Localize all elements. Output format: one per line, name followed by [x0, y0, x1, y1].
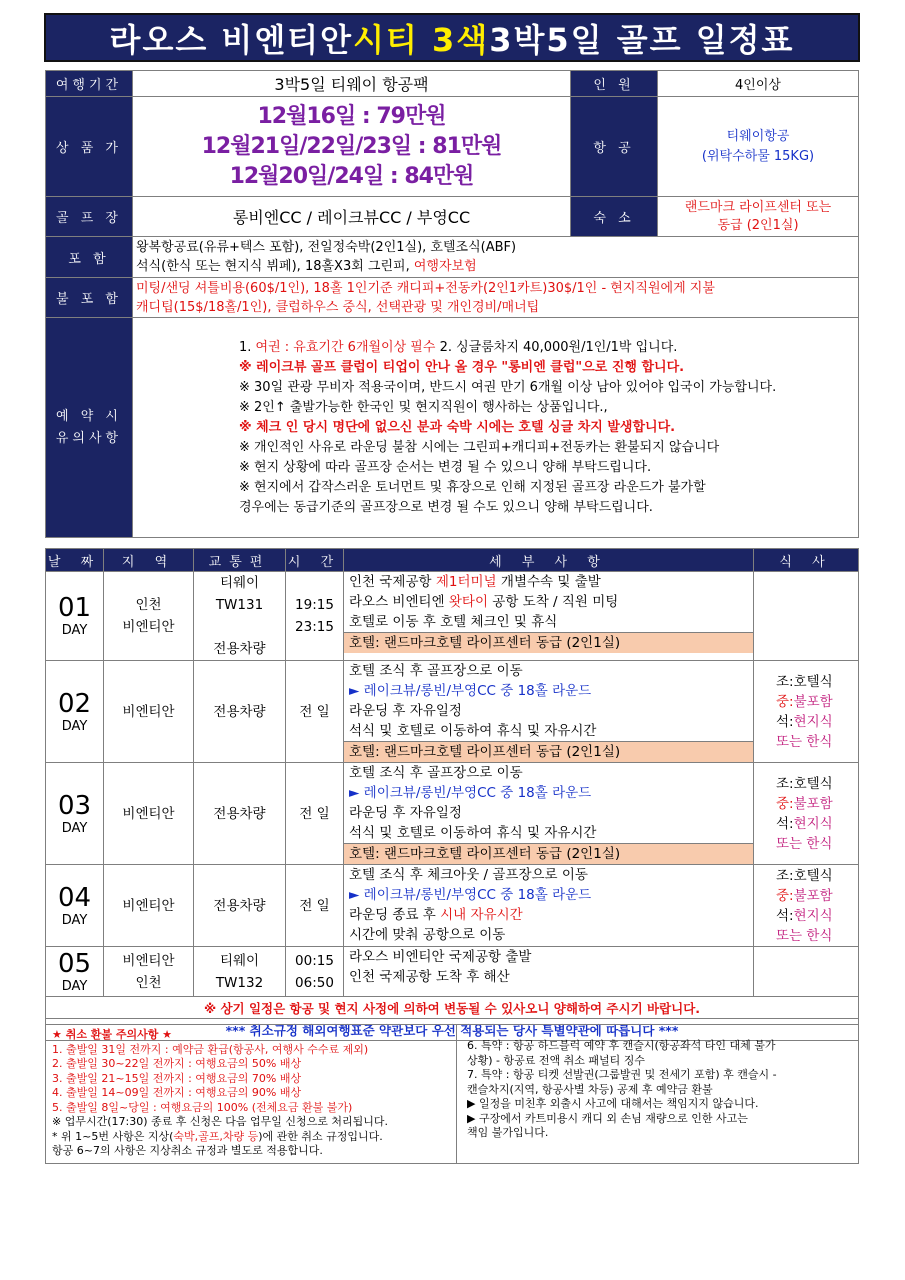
- title-prefix: 라오스 비엔티안: [109, 20, 354, 59]
- detail-line: [344, 701, 753, 721]
- schedule-header-cell: 지 역: [104, 549, 194, 572]
- day-number: 05: [57, 948, 92, 979]
- text-segment: 라오스 비엔티안 국제공항 출발: [349, 949, 532, 965]
- included-text: 석식(한식 또는 현지식 뷔페), 18홀X3회 그린피,: [136, 259, 414, 274]
- cancel-rule: [52, 1101, 456, 1116]
- insurance-text: 여행자보험: [413, 259, 477, 274]
- text-segment: 또는 한식: [776, 733, 833, 750]
- detail-line: [344, 803, 753, 823]
- transport-text: 티웨이: [219, 952, 260, 969]
- schedule-day-row: [46, 572, 859, 661]
- text-segment: ※ 2인↑ 출발가능한 한국인 및 현지직원이 행사하는 상품입니다.,: [239, 399, 608, 415]
- text-segment: * 위 1~5번 사항은 지상(: [52, 1129, 174, 1143]
- cancel-rule: [52, 1144, 456, 1159]
- text-segment: 조:호텔식: [776, 867, 833, 884]
- text-segment: 조:호텔식: [776, 775, 833, 792]
- notice-item: [239, 378, 858, 398]
- text-segment: ► 레이크뷰/롱빈/부영CC 중 18홀 라운드: [349, 887, 592, 903]
- transport-cell: [194, 661, 286, 763]
- excluded-cell: [133, 278, 859, 318]
- transport-text: [194, 616, 285, 638]
- time-text: 23:15: [295, 619, 334, 635]
- text-segment: 호텔 조식 후 골프장으로 이동: [349, 663, 523, 679]
- cancel-rule: [52, 1130, 456, 1145]
- schedule-day-row: [46, 865, 859, 947]
- special-terms-line: [467, 1126, 858, 1141]
- text-segment: ▶ 일정을 미친후 외출시 사고에 대해서는 책임지지 않습니다.: [467, 1097, 759, 1110]
- transport-text: TW132: [215, 974, 264, 991]
- text-segment: ※ 현지 상황에 따라 골프장 순서는 변경 될 수 있으니 양해 부탁드립니다.: [239, 459, 652, 475]
- region-cell: [104, 661, 194, 763]
- schedule-day-row: [46, 661, 859, 763]
- price-cell: [133, 97, 571, 197]
- special-terms-line: [467, 1097, 858, 1112]
- cancel-rule: [52, 1028, 456, 1043]
- special-terms-line: [467, 1068, 858, 1083]
- meal-line: [776, 906, 858, 926]
- transport-text: 전용차량: [213, 641, 266, 657]
- day-number: 04: [57, 882, 92, 913]
- region-text: 비엔티안: [122, 805, 175, 822]
- text-segment: 2. 출발일 30~22일 전까지 : 여행요금의 50% 배상: [52, 1057, 302, 1070]
- text-segment: 캔슬차지(지역, 항공사별 차등) 공제 후 예약금 환불: [467, 1082, 713, 1096]
- notice-item: [239, 438, 858, 458]
- cancel-right: [457, 1025, 859, 1164]
- stay-line: 동급 (2인1실): [717, 217, 799, 233]
- detail-line: [344, 865, 753, 885]
- text-segment: 숙박,골프,차량 등: [173, 1129, 259, 1143]
- schedule-header-cell: 시 간: [286, 549, 344, 572]
- region-text: 비엔티안: [122, 619, 175, 635]
- period-label: 여행기간: [46, 71, 133, 97]
- region-cell: [104, 763, 194, 865]
- meal-line: [776, 692, 858, 712]
- time-text: 06:50: [295, 974, 334, 991]
- text-segment: 또는 한식: [776, 835, 833, 852]
- text-segment: 조:호텔식: [776, 673, 833, 690]
- detail-line: [344, 572, 753, 592]
- detail-cell: [344, 947, 754, 997]
- detail-line: [344, 763, 753, 783]
- stay-cell: [658, 197, 859, 237]
- text-segment: 시간에 맞춰 공항으로 이동: [349, 927, 506, 943]
- airline-baggage: (위탁수하물 15KG): [701, 148, 815, 164]
- text-segment: 현지식: [793, 907, 833, 924]
- meal-line: [776, 774, 858, 794]
- special-terms-line: [467, 1112, 858, 1127]
- text-segment: 1. 출발일 31일 전까지 : 예약금 환급(항공사, 여행사 수수료 제외): [52, 1042, 369, 1056]
- meal-line: [776, 866, 858, 886]
- time-cell: [286, 661, 344, 763]
- airline-name: 티웨이항공: [726, 128, 790, 144]
- meal-line: [776, 886, 858, 906]
- transport-text: 전용차량: [213, 703, 266, 720]
- notice-item: [239, 458, 858, 478]
- text-segment: 책임 불가입니다.: [467, 1126, 549, 1139]
- text-segment: 5. 출발일 8일~당일 : 여행요금의 100% (전체요금 환불 불가): [52, 1100, 353, 1114]
- transport-text: 전용차량: [213, 897, 266, 914]
- region-text: 인천: [135, 597, 162, 613]
- detail-line: [344, 885, 753, 905]
- excluded-label: 불 포 함: [46, 278, 133, 318]
- day-cell: [46, 572, 104, 661]
- notice-item: [239, 338, 858, 358]
- time-text: 전 일: [299, 703, 330, 720]
- day-unit: DAY: [61, 718, 88, 734]
- text-segment: 7. 특약 : 항공 티켓 선발권(그룹발권 및 전세기 포함) 후 캔슬시 -: [467, 1068, 777, 1081]
- day-number: 03: [57, 790, 92, 821]
- cancel-rule: [52, 1072, 456, 1087]
- special-terms-line: [467, 1054, 858, 1069]
- text-segment: 불포함: [793, 693, 833, 710]
- text-segment: 개별수속 및 출발: [496, 574, 601, 590]
- notice-item: [239, 358, 858, 378]
- airline-label: 항 공: [571, 97, 658, 197]
- text-segment: 호텔 조식 후 체크아웃 / 골프장으로 이동: [349, 867, 588, 883]
- included-cell: [133, 237, 859, 278]
- detail-line: [344, 592, 753, 612]
- detail-line: [344, 721, 753, 741]
- text-segment: )에 관한 취소 규정입니다.: [258, 1129, 383, 1143]
- text-segment: 라오스 비엔티엔: [349, 594, 449, 610]
- meal-cell: [754, 947, 859, 997]
- time-cell: [286, 572, 344, 661]
- notice-item: [239, 398, 858, 418]
- detail-line: [344, 925, 753, 945]
- excluded-line: 미팅/샌딩 셔틀비용(60$/1인), 18홀 1인기준 캐디피+전동카(2인1카트)30$/1인 - 현지직원에게 지불: [136, 280, 715, 296]
- text-segment: 석:: [776, 907, 794, 924]
- text-segment: 불포함: [793, 887, 833, 904]
- text-segment: 상황) - 항공료 전액 취소 패널티 징수: [467, 1053, 646, 1067]
- schedule-header-cell: 식 사: [754, 549, 859, 572]
- transport-cell: [194, 763, 286, 865]
- transport-text: 티웨이: [219, 575, 260, 591]
- region-text: 비엔티안: [122, 703, 175, 720]
- notice-cell: [133, 318, 859, 538]
- detail-cell: [344, 763, 754, 865]
- text-segment: 호텔로 이동 후 호텔 체크인 및 휴식: [349, 614, 558, 630]
- price-line: 12월16일 : 79만원: [257, 103, 446, 129]
- transport-cell: [194, 865, 286, 947]
- text-segment: ※ 현지에서 갑작스러운 토너먼트 및 휴장으로 인해 지정된 골프장 라운드가 불가할: [239, 479, 706, 495]
- text-segment: 왓타이: [448, 594, 488, 610]
- detail-line: [344, 612, 753, 632]
- text-segment: 라운딩 종료 후: [349, 907, 441, 923]
- text-segment: 석:: [776, 713, 794, 730]
- text-segment: 현지식: [793, 713, 833, 730]
- notice-label: [46, 318, 133, 538]
- transport-text: 전용차량: [213, 805, 266, 822]
- hotel-line: 호텔: 랜드마크호텔 라이프센터 동급 (2인1실): [344, 843, 753, 864]
- notice-label-line: 유의사항: [55, 430, 123, 446]
- detail-line: [344, 681, 753, 701]
- period-value: 3박5일 티웨이 항공팩: [133, 71, 571, 97]
- time-text: 전 일: [299, 805, 330, 822]
- detail-cell: [344, 865, 754, 947]
- day-unit: DAY: [61, 978, 88, 994]
- detail-line: [344, 783, 753, 803]
- day-unit: DAY: [61, 623, 88, 638]
- cancel-policy-notice: *** 취소규정 해외여행표준 약관보다 우선 적용되는 당사 특별약관에 따릅니다 ***: [46, 1019, 859, 1041]
- hotel-line: 호텔: 랜드마크호텔 라이프센터 동급 (2인1실): [344, 632, 753, 653]
- schedule-header-row: [46, 549, 859, 572]
- price-line: 12월21일/22일/23일 : 81만원: [201, 133, 502, 159]
- day-cell: [46, 763, 104, 865]
- region-cell: [104, 947, 194, 997]
- time-text: 00:15: [295, 952, 334, 969]
- page-title: [44, 13, 860, 62]
- day-unit: DAY: [61, 820, 88, 836]
- cancel-left: [46, 1025, 457, 1164]
- stay-line: 랜드마크 라이프센터 또는: [684, 199, 832, 215]
- meal-cell: [754, 572, 859, 661]
- text-segment: 호텔 조식 후 골프장으로 이동: [349, 765, 523, 781]
- detail-line: [344, 905, 753, 925]
- meal-line: [776, 732, 858, 752]
- day-number: 02: [57, 688, 92, 719]
- meal-cell: [754, 661, 859, 763]
- cancel-rule: [52, 1115, 456, 1130]
- text-segment: ▶ 구장에서 카트미용시 캐디 외 손님 재량으로 인한 사고는: [467, 1111, 748, 1125]
- time-cell: [286, 947, 344, 997]
- people-label: 인 원: [571, 71, 658, 97]
- meal-line: [776, 672, 858, 692]
- day-cell: [46, 661, 104, 763]
- time-text: 19:15: [295, 597, 334, 613]
- text-segment: ► 레이크뷰/롱빈/부영CC 중 18홀 라운드: [349, 683, 592, 699]
- schedule-day-row: [46, 763, 859, 865]
- meal-line: [776, 712, 858, 732]
- notice-item: [239, 498, 858, 518]
- airline-cell: [658, 97, 859, 197]
- text-segment: ※ 30일 관광 무비자 적용국이며, 반드시 여권 만기 6개월 이상 남아 있어야 입국이 가능합니다.: [239, 379, 777, 395]
- detail-line: [344, 661, 753, 681]
- stay-label: 숙 소: [571, 197, 658, 237]
- day-cell: [46, 947, 104, 997]
- detail-line: [344, 947, 753, 967]
- text-segment: 1.: [239, 339, 256, 355]
- special-terms-line: [467, 1039, 858, 1054]
- info-table: [45, 70, 859, 538]
- time-text: 전 일: [299, 897, 330, 914]
- detail-cell: [344, 572, 754, 661]
- excluded-line: 캐디팁(15$/18홀/1인), 클럽하우스 중식, 선택관광 및 개인경비/매너팁: [136, 299, 540, 315]
- day-unit: DAY: [61, 912, 88, 928]
- schedule-header-cell: 세 부 사 항: [344, 549, 754, 572]
- cancel-notes-table: [45, 1024, 859, 1164]
- day-cell: [46, 865, 104, 947]
- text-segment: 또는 한식: [776, 927, 833, 944]
- text-segment: 석:: [776, 815, 794, 832]
- region-text: 비엔티안: [122, 952, 175, 969]
- notice-list: [133, 330, 858, 526]
- price-label: 상 품 가: [46, 97, 133, 197]
- included-label: 포 함: [46, 237, 133, 278]
- meal-line: [776, 794, 858, 814]
- region-cell: [104, 572, 194, 661]
- meal-line: [776, 814, 858, 834]
- detail-line: [344, 967, 753, 987]
- notice-item: [239, 418, 858, 438]
- text-segment: 공항 도착 / 직원 미팅: [488, 594, 619, 610]
- text-segment: 중:: [776, 693, 794, 710]
- text-segment: 중:: [776, 795, 794, 812]
- schedule-header-cell: 교통편: [194, 549, 286, 572]
- text-segment: 4. 출발일 14~09일 전까지 : 여행요금의 90% 배상: [52, 1086, 302, 1099]
- text-segment: ※ 체크 인 당시 명단에 없으신 분과 숙박 시에는 호텔 싱글 차지 발생합니다.: [239, 419, 676, 435]
- text-segment: 3. 출발일 21~15일 전까지 : 여행요금의 70% 배상: [52, 1071, 302, 1085]
- text-segment: 인천 국제공항: [349, 574, 436, 590]
- cancel-rule: [52, 1057, 456, 1072]
- text-segment: ※ 레이크뷰 골프 클럽이 티업이 안나 올 경우 "롱비엔 클럽"으로 진행 합니다.: [239, 359, 685, 375]
- text-segment: 인천 국제공항 도착 후 해산: [349, 969, 510, 985]
- title-highlight: 시티 3색: [353, 20, 490, 59]
- text-segment: 석식 및 호텔로 이동하여 휴식 및 자유시간: [349, 723, 597, 739]
- text-segment: ※ 개인적인 사유로 라운딩 불참 시에는 그린피+캐디피+전동카는 환불되지 않습니다: [239, 439, 720, 455]
- text-segment: 제1터미널: [435, 574, 497, 590]
- text-segment: 중:: [776, 887, 794, 904]
- schedule-table: [45, 548, 859, 1041]
- cancel-rule: [52, 1043, 456, 1058]
- transport-cell: [194, 572, 286, 661]
- text-segment: ※ 업무시간(17:30) 종료 후 신청은 다음 업무일 신청으로 처리됩니다.: [52, 1115, 388, 1128]
- text-segment: 항공 6~7의 사항은 지상취소 규정과 별도로 적용합니다.: [52, 1144, 323, 1157]
- price-line: 12월20일/24일 : 84만원: [229, 163, 474, 189]
- region-text: 인천: [135, 974, 162, 991]
- golf-value: 롱비엔CC / 레이크뷰CC / 부영CC: [133, 197, 571, 237]
- included-line: 왕복항공료(유류+텍스 포함), 전일정숙박(2인1실), 호텔조식(ABF): [136, 240, 517, 255]
- detail-cell: [344, 661, 754, 763]
- cancel-rule: [52, 1086, 456, 1101]
- text-segment: 불포함: [793, 795, 833, 812]
- golf-label: 골 프 장: [46, 197, 133, 237]
- region-cell: [104, 865, 194, 947]
- schedule-day-row: [46, 947, 859, 997]
- text-segment: ► 레이크뷰/롱빈/부영CC 중 18홀 라운드: [349, 785, 592, 801]
- text-segment: 라운딩 후 자유일정: [349, 703, 462, 719]
- day-number: 01: [57, 593, 92, 623]
- text-segment: 6. 특약 : 항공 하드블럭 예약 후 캔슬시(항공좌석 타인 대체 불가: [467, 1039, 776, 1052]
- people-value: 4인이상: [658, 71, 859, 97]
- meal-cell: [754, 763, 859, 865]
- transport-cell: [194, 947, 286, 997]
- notice-label-line: 예 약 시: [56, 408, 122, 424]
- meal-line: [776, 926, 858, 946]
- time-cell: [286, 865, 344, 947]
- text-segment: 라운딩 후 자유일정: [349, 805, 462, 821]
- transport-text: TW131: [215, 597, 264, 613]
- detail-line: [344, 823, 753, 843]
- meal-line: [776, 834, 858, 854]
- time-cell: [286, 763, 344, 865]
- text-segment: 시내 자유시간: [440, 907, 523, 923]
- hotel-line: 호텔: 랜드마크호텔 라이프센터 동급 (2인1실): [344, 741, 753, 762]
- text-segment: 현지식: [793, 815, 833, 832]
- schedule-notice-row: [46, 997, 859, 1019]
- schedule-notice: ※ 상기 일정은 항공 및 현지 사정에 의하여 변동될 수 있사오니 양해하여 주시기 바랍니다.: [46, 997, 859, 1019]
- region-text: 비엔티안: [122, 897, 175, 914]
- special-terms-line: [467, 1083, 858, 1098]
- text-segment: 여권 : 유효기간 6개월이상 필수: [255, 339, 436, 355]
- text-segment: 경우에는 동급기준의 골프장으로 변경 될 수도 있으니 양해 부탁드립니다.: [239, 499, 653, 515]
- text-segment: ★ 취소 환불 주의사항 ★: [52, 1028, 173, 1041]
- notice-item: [239, 478, 858, 498]
- text-segment: 2. 싱글룸차지 40,000원/1인/1박 입니다.: [435, 339, 678, 355]
- meal-cell: [754, 865, 859, 947]
- text-segment: 석식 및 호텔로 이동하여 휴식 및 자유시간: [349, 825, 597, 841]
- included-line: [136, 257, 858, 276]
- title-suffix: 3박5일 골프 일정표: [489, 20, 795, 59]
- schedule-header-cell: 날 짜: [46, 549, 104, 572]
